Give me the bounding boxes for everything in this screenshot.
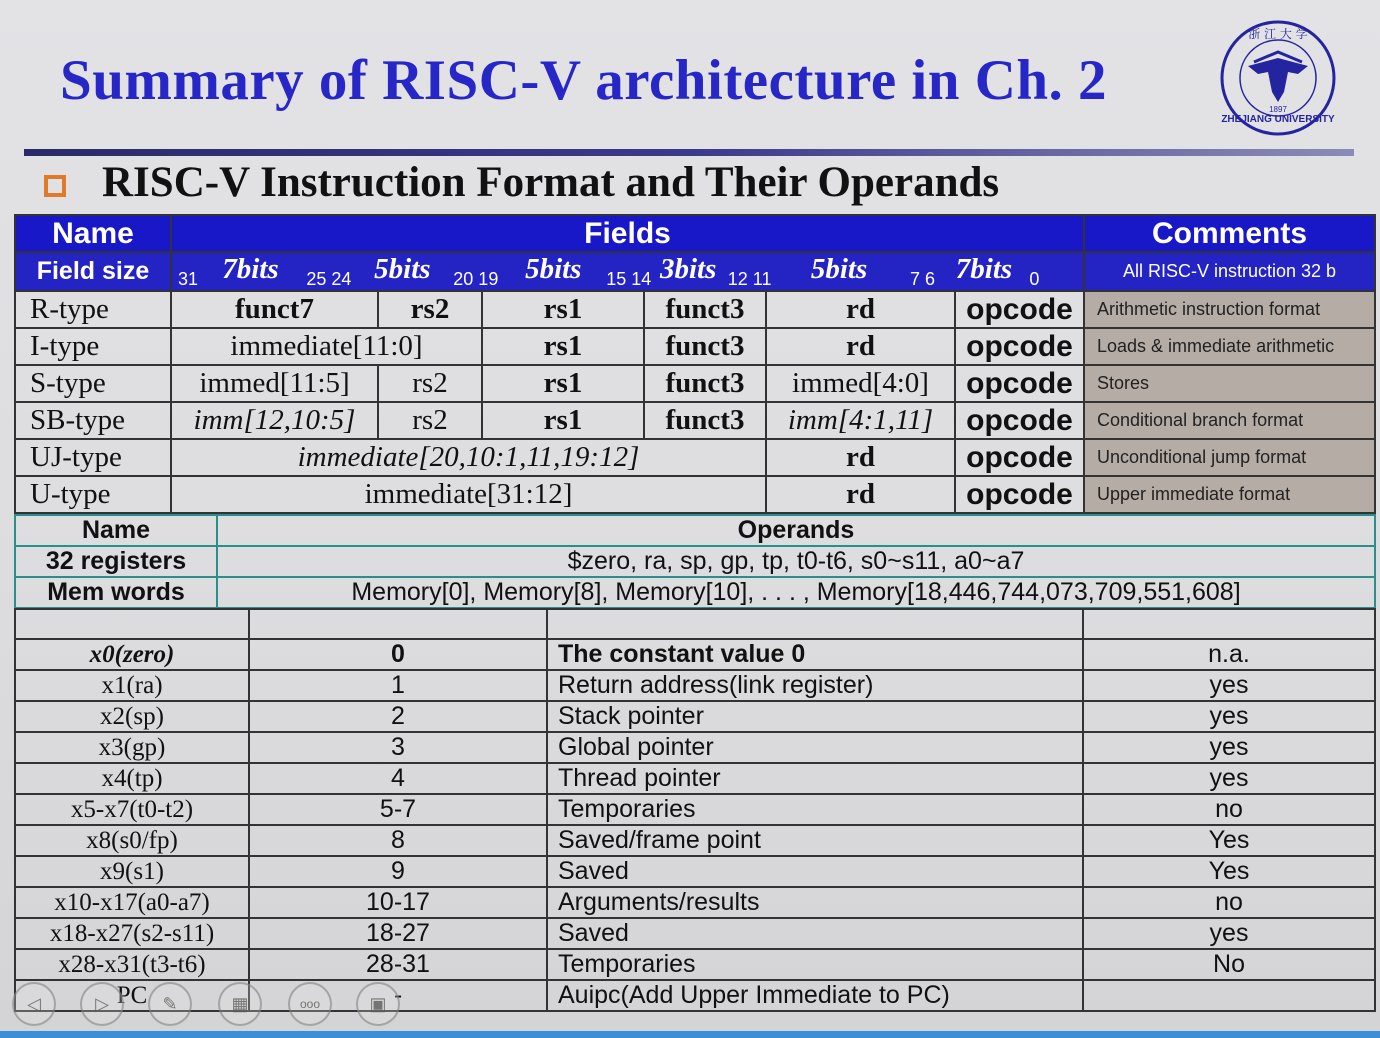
operand-value: $zero, ra, sp, gp, tp, t0-t6, s0~s11, a0~a7 (217, 546, 1375, 577)
prev-icon[interactable]: ◁ (12, 982, 56, 1026)
field-cell: rd (766, 291, 955, 328)
register-name: x5-x7(t0-t2) (15, 794, 249, 825)
register-name: PC (15, 980, 249, 1011)
register-name: x18-x27(s2-s11) (15, 918, 249, 949)
register-header-cell (249, 609, 547, 639)
register-name: x3(gp) (15, 732, 249, 763)
format-comment: Upper immediate format (1084, 476, 1375, 513)
bullet-square-icon (44, 175, 66, 197)
field-cell: immediate[11:0] (171, 328, 482, 365)
pen-icon[interactable]: ✎ (148, 982, 192, 1026)
bit-width: 5bits (810, 253, 868, 285)
register-header-row (15, 609, 1375, 639)
more-icon[interactable]: ooo (288, 982, 332, 1026)
field-size-comment: All RISC-V instruction 32 b (1084, 252, 1375, 291)
register-number: 18-27 (249, 918, 547, 949)
field-cell: funct3 (644, 402, 766, 439)
field-cell: imm[12,10:5] (171, 402, 378, 439)
operands-header-operands: Operands (217, 515, 1375, 546)
bottom-accent-bar (0, 1031, 1380, 1038)
register-name: x28-x31(t3-t6) (15, 949, 249, 980)
field-size-bits (171, 252, 1084, 291)
register-number: 1 (249, 670, 547, 701)
register-usage: Temporaries (547, 794, 1083, 825)
register-row (15, 701, 1375, 732)
register-name: x4(tp) (15, 763, 249, 794)
register-preserved: yes (1083, 918, 1375, 949)
format-type: I-type (15, 328, 171, 365)
operand-name: 32 registers (15, 546, 217, 577)
register-number: 0 (249, 639, 547, 670)
field-cell: immed[11:5] (171, 365, 378, 402)
register-row (15, 670, 1375, 701)
slide-title: Summary of RISC-V architecture in Ch. 2 (60, 49, 1108, 112)
field-cell: rs1 (482, 291, 644, 328)
format-type: S-type (15, 365, 171, 402)
register-usage: The constant value 0 (547, 639, 1083, 670)
bit-width: 5bits (525, 253, 582, 285)
field-cell: rs2 (378, 291, 482, 328)
register-usage: Global pointer (547, 732, 1083, 763)
field-cell: rs1 (482, 402, 644, 439)
grid-icon[interactable]: ▦ (218, 982, 262, 1026)
register-preserved: n.a. (1083, 639, 1375, 670)
register-name: x0(zero) (15, 639, 249, 670)
register-header-cell (1083, 609, 1375, 639)
field-cell: opcode (955, 291, 1084, 328)
format-comment: Arithmetic instruction format (1084, 291, 1375, 328)
instruction-format-table (14, 214, 1376, 514)
register-row (15, 887, 1375, 918)
field-cell: rd (766, 328, 955, 365)
register-row (15, 918, 1375, 949)
format-row-s (15, 365, 1375, 402)
register-row (15, 763, 1375, 794)
format-type: SB-type (15, 402, 171, 439)
register-usage: Arguments/results (547, 887, 1083, 918)
register-number: 3 (249, 732, 547, 763)
field-cell: rs2 (378, 365, 482, 402)
bit-width: 3bits (659, 253, 717, 285)
register-name: x8(s0/fp) (15, 825, 249, 856)
register-preserved: No (1083, 949, 1375, 980)
register-header-cell (15, 609, 249, 639)
operands-row (15, 546, 1375, 577)
operands-row (15, 577, 1375, 608)
bit-pos: 0 (1029, 269, 1040, 289)
register-number: 9 (249, 856, 547, 887)
field-cell: rd (766, 476, 955, 513)
field-cell: immediate[31:12] (171, 476, 766, 513)
svg-text:ZHEJIANG UNIVERSITY: ZHEJIANG UNIVERSITY (1221, 114, 1335, 125)
field-cell: opcode (955, 365, 1084, 402)
operands-header-name: Name (15, 515, 217, 546)
register-number: - (249, 980, 547, 1011)
register-preserved: no (1083, 887, 1375, 918)
section-subtitle: RISC-V Instruction Format and Their Operands (102, 159, 1000, 206)
register-preserved: Yes (1083, 856, 1375, 887)
register-preserved: yes (1083, 763, 1375, 794)
register-table (14, 608, 1376, 1012)
field-cell: funct3 (644, 365, 766, 402)
bit-pos: 25 24 (306, 269, 352, 289)
field-cell: immed[4:0] (766, 365, 955, 402)
bit-pos: 12 11 (727, 269, 772, 289)
format-type: R-type (15, 291, 171, 328)
register-preserved (1083, 980, 1375, 1011)
operand-value: Memory[0], Memory[8], Memory[10], . . . , Memory[18,446,744,073,709,551,608] (217, 577, 1375, 608)
register-usage: Return address(link register) (547, 670, 1083, 701)
format-type: U-type (15, 476, 171, 513)
header-row (15, 215, 1375, 252)
register-preserved: yes (1083, 732, 1375, 763)
register-number: 5-7 (249, 794, 547, 825)
register-name: x9(s1) (15, 856, 249, 887)
field-size-row (15, 252, 1375, 291)
field-cell: rs1 (482, 328, 644, 365)
register-header-cell (547, 609, 1083, 639)
register-row (15, 732, 1375, 763)
format-row-u (15, 476, 1375, 513)
bit-pos: 7 6 (910, 269, 936, 289)
format-row-sb (15, 402, 1375, 439)
header-fields: Fields (171, 215, 1084, 252)
register-usage: Saved/frame point (547, 825, 1083, 856)
bit-width: 7bits (222, 253, 279, 285)
register-row (15, 825, 1375, 856)
format-comment: Unconditional jump format (1084, 439, 1375, 476)
svg-text:1897: 1897 (1269, 105, 1287, 114)
format-comment: Conditional branch format (1084, 402, 1375, 439)
register-number: 2 (249, 701, 547, 732)
register-name: x1(ra) (15, 670, 249, 701)
register-preserved: Yes (1083, 825, 1375, 856)
register-number: 4 (249, 763, 547, 794)
register-row (15, 794, 1375, 825)
register-number: 10-17 (249, 887, 547, 918)
register-usage: Auipc(Add Upper Immediate to PC) (547, 980, 1083, 1011)
field-size-label: Field size (15, 252, 171, 291)
field-cell: opcode (955, 439, 1084, 476)
register-usage: Stack pointer (547, 701, 1083, 732)
register-usage: Thread pointer (547, 763, 1083, 794)
register-name: x2(sp) (15, 701, 249, 732)
register-preserved: yes (1083, 701, 1375, 732)
field-cell: opcode (955, 402, 1084, 439)
title-divider (24, 149, 1354, 156)
field-cell: opcode (955, 328, 1084, 365)
format-row-i (15, 328, 1375, 365)
bit-width: 5bits (374, 253, 431, 285)
field-cell: immediate[20,10:1,11,19:12] (171, 439, 766, 476)
screen-icon[interactable]: ▣ (356, 982, 400, 1026)
format-type: UJ-type (15, 439, 171, 476)
format-comment: Loads & immediate arithmetic (1084, 328, 1375, 365)
format-row-r (15, 291, 1375, 328)
field-cell: opcode (955, 476, 1084, 513)
field-cell: rs2 (378, 402, 482, 439)
format-comment: Stores (1084, 365, 1375, 402)
register-name: x10-x17(a0-a7) (15, 887, 249, 918)
field-cell: funct3 (644, 328, 766, 365)
register-row (15, 856, 1375, 887)
operands-table (14, 514, 1376, 609)
register-number: 8 (249, 825, 547, 856)
bit-pos: 31 (177, 269, 198, 289)
zju-logo (1218, 18, 1338, 138)
register-row (15, 949, 1375, 980)
operands-header-row (15, 515, 1375, 546)
register-row (15, 639, 1375, 670)
field-cell: imm[4:1,11] (766, 402, 955, 439)
format-row-uj (15, 439, 1375, 476)
bit-pos: 20 19 (453, 269, 499, 289)
bit-width: 7bits (955, 253, 1013, 285)
operand-name: Mem words (15, 577, 217, 608)
header-name: Name (15, 215, 171, 252)
next-icon[interactable]: ▷ (80, 982, 124, 1026)
svg-text:浙 江 大 学: 浙 江 大 学 (1248, 27, 1308, 41)
register-usage: Saved (547, 918, 1083, 949)
field-cell: funct7 (171, 291, 378, 328)
field-cell: rs1 (482, 365, 644, 402)
register-usage: Temporaries (547, 949, 1083, 980)
field-cell: rd (766, 439, 955, 476)
field-cell: funct3 (644, 291, 766, 328)
register-usage: Saved (547, 856, 1083, 887)
bit-pos: 15 14 (606, 269, 652, 289)
register-number: 28-31 (249, 949, 547, 980)
register-preserved: yes (1083, 670, 1375, 701)
register-preserved: no (1083, 794, 1375, 825)
header-comments: Comments (1084, 215, 1375, 252)
